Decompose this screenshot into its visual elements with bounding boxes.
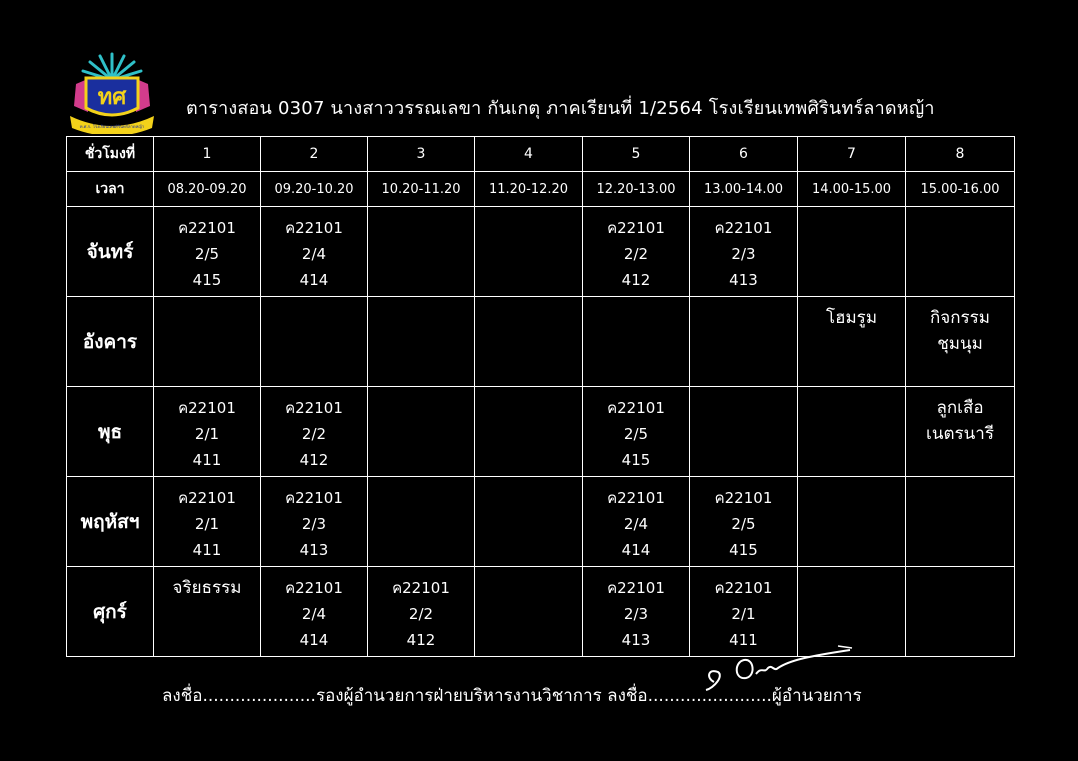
time-slot: 09.20-10.20 bbox=[261, 172, 368, 207]
schedule-cell bbox=[475, 477, 583, 567]
cell-subject: ค22101 bbox=[178, 489, 236, 507]
schedule-cell bbox=[154, 477, 261, 567]
cell-content bbox=[154, 387, 260, 473]
cell-content bbox=[154, 477, 260, 563]
day-row bbox=[67, 207, 1015, 297]
cell-content bbox=[261, 207, 367, 293]
cell-content bbox=[261, 387, 367, 473]
period-number: 1 bbox=[154, 137, 261, 172]
cell-class: 2/4 bbox=[301, 245, 327, 263]
cell-class: 2/1 bbox=[194, 425, 220, 443]
cell-room: 411 bbox=[729, 631, 758, 649]
schedule-cell bbox=[368, 297, 475, 387]
cell-subject: ค22101 bbox=[607, 489, 665, 507]
time-label: เวลา bbox=[67, 172, 154, 207]
cell-subject: กิจกรรม bbox=[929, 308, 990, 328]
schedule-cell bbox=[690, 297, 798, 387]
schedule-cell bbox=[690, 207, 798, 297]
day-row bbox=[67, 567, 1015, 657]
logo-rays bbox=[83, 54, 141, 80]
cell-subject: ค22101 bbox=[178, 219, 236, 237]
schedule-cell bbox=[154, 297, 261, 387]
time-slot: 13.00-14.00 bbox=[690, 172, 798, 207]
cell-content bbox=[368, 567, 474, 653]
signature-footer: ลงชื่อ.....................รองผู้อำนวยการฝ่ายบริหารงานวิชาการ ลงชื่อ.......................ผู้อำนวยการ bbox=[162, 686, 862, 706]
cell-class: 2/1 bbox=[194, 515, 220, 533]
period-number: 2 bbox=[261, 137, 368, 172]
period-header-row bbox=[67, 137, 1015, 172]
schedule-cell bbox=[368, 207, 475, 297]
cell-class: เนตรนารี bbox=[926, 424, 994, 444]
schedule-cell bbox=[261, 297, 368, 387]
cell-content bbox=[583, 207, 689, 293]
school-logo bbox=[66, 50, 158, 134]
cell-class: 2/2 bbox=[623, 245, 649, 263]
cell-class: ชุมนุม bbox=[937, 334, 983, 354]
cell-content bbox=[906, 387, 1014, 447]
cell-content bbox=[798, 297, 905, 331]
time-slot: 15.00-16.00 bbox=[906, 172, 1015, 207]
cell-subject: ค22101 bbox=[285, 579, 343, 597]
cell-subject: จริยธรรม bbox=[172, 578, 242, 598]
day-row bbox=[67, 297, 1015, 387]
cell-class: 2/5 bbox=[194, 245, 220, 263]
schedule-cell bbox=[475, 297, 583, 387]
cell-room: 413 bbox=[621, 631, 651, 649]
cell-class: 2/2 bbox=[408, 605, 434, 623]
schedule-cell bbox=[583, 207, 690, 297]
cell-room: 413 bbox=[729, 271, 758, 289]
cell-content bbox=[690, 207, 797, 293]
cell-content bbox=[154, 207, 260, 293]
day-row bbox=[67, 387, 1015, 477]
period-number: 8 bbox=[906, 137, 1015, 172]
time-slot: 10.20-11.20 bbox=[368, 172, 475, 207]
schedule-cell bbox=[261, 207, 368, 297]
cell-content bbox=[261, 567, 367, 653]
schedule-cell bbox=[261, 387, 368, 477]
schedule-cell bbox=[798, 207, 906, 297]
cell-room: 414 bbox=[621, 541, 651, 559]
schedule-cell bbox=[368, 387, 475, 477]
time-slot: 11.20-12.20 bbox=[475, 172, 583, 207]
cell-room: 415 bbox=[621, 451, 651, 469]
day-label: จันทร์ bbox=[67, 207, 154, 297]
cell-room: 411 bbox=[192, 541, 222, 559]
cell-class: 2/2 bbox=[301, 425, 327, 443]
period-number: 4 bbox=[475, 137, 583, 172]
period-header-label: ชั่วโมงที่ bbox=[67, 137, 154, 172]
time-slot: 12.20-13.00 bbox=[583, 172, 690, 207]
cell-class: 2/4 bbox=[301, 605, 327, 623]
schedule-cell bbox=[906, 387, 1015, 477]
cell-subject: ค22101 bbox=[714, 579, 773, 597]
period-number: 5 bbox=[583, 137, 690, 172]
schedule-cell bbox=[261, 477, 368, 567]
schedule-cell bbox=[154, 567, 261, 657]
day-row bbox=[67, 477, 1015, 567]
cell-room: 412 bbox=[621, 271, 651, 289]
period-number: 6 bbox=[690, 137, 798, 172]
cell-room: 412 bbox=[406, 631, 436, 649]
cell-subject: ค22101 bbox=[285, 399, 343, 417]
cell-content bbox=[583, 477, 689, 563]
cell-content bbox=[690, 477, 797, 563]
cell-class: 2/4 bbox=[623, 515, 649, 533]
schedule-cell bbox=[906, 567, 1015, 657]
schedule-cell bbox=[690, 477, 798, 567]
cell-room: 415 bbox=[729, 541, 758, 559]
cell-class: 2/3 bbox=[301, 515, 327, 533]
schedule-cell bbox=[475, 207, 583, 297]
logo-letters: ทศ bbox=[97, 85, 127, 110]
time-slot: 14.00-15.00 bbox=[798, 172, 906, 207]
schedule-cell bbox=[583, 297, 690, 387]
schedule-cell bbox=[798, 297, 906, 387]
schedule-cell bbox=[583, 567, 690, 657]
cell-room: 413 bbox=[299, 541, 329, 559]
cell-room: 414 bbox=[299, 271, 329, 289]
cell-room: 412 bbox=[299, 451, 329, 469]
cell-subject: ค22101 bbox=[714, 219, 773, 237]
schedule-cell bbox=[154, 207, 261, 297]
page-title: ตารางสอน 0307 นางสาววรรณเลขา กันเกตุ ภาคเรียนที่ 1/2564 โรงเรียนเทพศิรินทร์ลาดหญ้า bbox=[186, 98, 935, 119]
time-row bbox=[67, 172, 1015, 207]
cell-class: 2/5 bbox=[731, 515, 756, 533]
cell-subject: ค22101 bbox=[607, 399, 665, 417]
cell-content bbox=[583, 387, 689, 473]
schedule-cell bbox=[261, 567, 368, 657]
schedule-cell bbox=[368, 477, 475, 567]
day-label: พฤหัสฯ bbox=[67, 477, 154, 567]
schedule-cell bbox=[906, 297, 1015, 387]
cell-content bbox=[583, 567, 689, 653]
day-label: อังคาร bbox=[67, 297, 154, 387]
schedule-cell bbox=[154, 387, 261, 477]
period-number: 7 bbox=[798, 137, 906, 172]
schedule-cell bbox=[798, 477, 906, 567]
cell-content bbox=[154, 567, 260, 601]
cell-class: 2/3 bbox=[623, 605, 649, 623]
cell-subject: ค22101 bbox=[285, 489, 343, 507]
schedule-cell bbox=[475, 567, 583, 657]
day-label: พุธ bbox=[67, 387, 154, 477]
cell-subject: โฮมรูม bbox=[825, 308, 878, 328]
cell-subject: ค22101 bbox=[285, 219, 343, 237]
logo-ribbon-text: ท.ศ.ร. โรงเรียนเทพศิรินทร์ลาดหญ้า bbox=[79, 124, 145, 129]
cell-room: 415 bbox=[192, 271, 222, 289]
schedule-cell bbox=[798, 387, 906, 477]
cell-class: 2/3 bbox=[731, 245, 756, 263]
cell-subject: ลูกเสือ bbox=[936, 398, 984, 418]
cell-room: 414 bbox=[299, 631, 329, 649]
schedule-cell bbox=[475, 387, 583, 477]
schedule-cell bbox=[690, 387, 798, 477]
cell-subject: ค22101 bbox=[714, 489, 773, 507]
schedule-cell bbox=[906, 477, 1015, 567]
schedule-table bbox=[66, 136, 1015, 657]
schedule-cell bbox=[583, 477, 690, 567]
schedule-cell bbox=[368, 567, 475, 657]
cell-subject: ค22101 bbox=[607, 219, 665, 237]
cell-class: 2/1 bbox=[731, 605, 756, 623]
cell-content bbox=[906, 297, 1014, 357]
cell-room: 411 bbox=[192, 451, 222, 469]
period-number: 3 bbox=[368, 137, 475, 172]
schedule-cell bbox=[906, 207, 1015, 297]
day-label: ศุกร์ bbox=[67, 567, 154, 657]
time-slot: 08.20-09.20 bbox=[154, 172, 261, 207]
cell-subject: ค22101 bbox=[392, 579, 450, 597]
cell-subject: ค22101 bbox=[607, 579, 665, 597]
schedule-cell bbox=[583, 387, 690, 477]
cell-content bbox=[261, 477, 367, 563]
cell-subject: ค22101 bbox=[178, 399, 236, 417]
cell-class: 2/5 bbox=[623, 425, 649, 443]
